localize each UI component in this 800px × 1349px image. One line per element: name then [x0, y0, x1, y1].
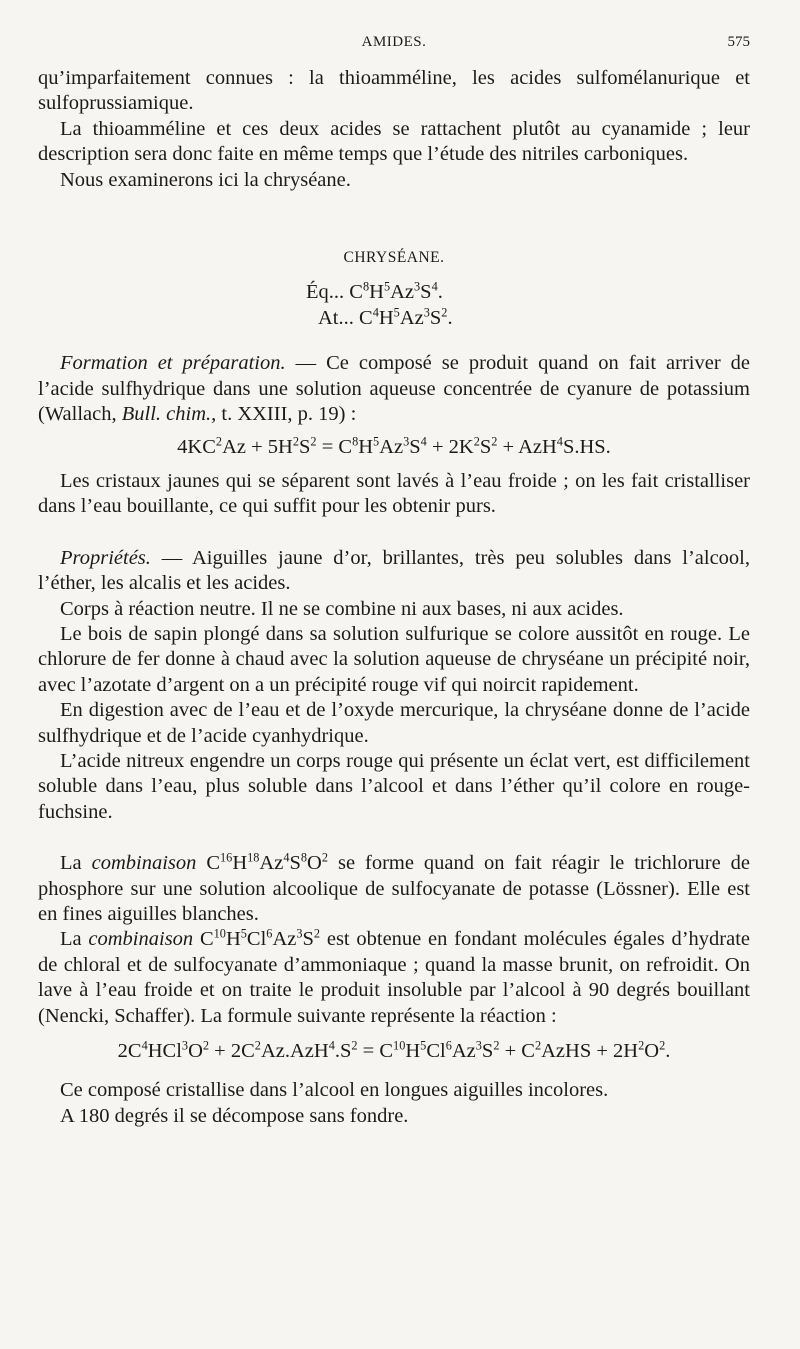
paragraph-formation: Formation et préparation. — Ce composé se produit quand on fait arriver de l’acide sulfhydrique dans une solution aqueuse concentrée de cyanure de potassium (Wallach, Bull. chim., t. XXIII, p. 19) :	[38, 352, 751, 426]
paragraph: Nous examinerons ici la chryséane.	[60, 168, 351, 191]
paragraph: En digestion avec de l’eau et de l’oxyde mercurique, la chryséane donne de l’acide sulfhydrique et de l’acide cyanhydrique.	[38, 699, 750, 747]
formula-at: At... $C^4H^5Az^3S^2$.	[318, 305, 453, 329]
formula-label: At...	[318, 306, 354, 329]
formula-label: Éq...	[306, 281, 345, 304]
paragraph: Le bois de sapin plongé dans sa solution sulfurique se colore aussitôt en rouge. Le chlorure de fer donne à chaud avec la solution aqueuse de chryséane un précipité noir, avec l’azotate d’argent on a un précipité rouge vif qui noircit rapidement.	[38, 622, 750, 696]
reaction-equation-1: $4KC^2Az + 5H^2S^2 = C^8H^5Az^3S^4 + 2K^2S^2 + AzH^4S.HS$.	[177, 435, 611, 459]
section-heading: CHRYSÉANE.	[343, 249, 445, 267]
paragraph: La thioamméline et ces deux acides se rattachent plutôt au cyanamide ; leur description sera donc faite en même temps que l’étude des nitriles carboniques.	[38, 117, 750, 166]
paragraph: Corps à réaction neutre. Il ne se combine ni aux bases, ni aux acides.	[60, 597, 624, 620]
paragraph: qu’imparfaitement connues : la thioamméline, les acides sulfomélanurique et sulfoprussiamique.	[38, 67, 750, 115]
paragraph: L’acide nitreux engendre un corps rouge qui présente un éclat vert, est difficilement soluble dans l’eau, plus soluble dans l’alcool et dans l’éther qu’il colore en rouge-fuchsine.	[38, 749, 750, 823]
reaction-equation-2: $2C^4HCl^3O^2 + 2C^2Az.AzH^4.S^2 = C^{10}H^5Cl^6Az^3S^2$ + $C^2AzHS + 2H^2O^2$.	[117, 1038, 671, 1062]
formula-eq: Éq... $C^8H^5Az^3S^4$.	[306, 280, 443, 304]
running-title: AMIDES.	[361, 34, 427, 50]
body-text	[38, 66, 750, 1129]
paragraph-properties: Propriétés. — Aiguilles jaune d’or, brillantes, très peu solubles dans l’alcool, l’éther, les alcalis et les acides.	[38, 546, 751, 595]
paragraph: Les cristaux jaunes qui se séparent sont lavés à l’eau froide ; on les fait cristalliser dans l’eau bouillante, ce qui suffit pour les obtenir purs.	[38, 469, 750, 518]
running-header	[38, 34, 750, 56]
paragraph-combination-2: La combinaison $C^{10}H^5Cl^6Az^3S^2$ est obtenue en fondant molécules égales d’hydrate de chloral et de sulfocyanate d’ammoniaque ; quand la masse brunit, on refroidit. On lave à l’eau froide et on traite le produit insoluble par l’alcool à 90 degrés bouillant (Nencki, Schaffer). La formule suivante représente la réaction :	[38, 927, 751, 1027]
paragraph: Ce composé cristallise dans l’alcool en longues aiguilles incolores.	[60, 1079, 609, 1102]
page-number: 575	[727, 34, 750, 50]
paragraph: A 180 degrés il se décompose sans fondre.	[60, 1104, 409, 1127]
paragraph-combination-1: La combinaison $C^{16}H^{18}Az^4S^8O^2$ se forme quand on fait réagir le trichlorure de phosphore sur une solution alcoolique de sulfocyanate de potasse (Lössner). Elle est en fines aiguilles blanches.	[38, 850, 751, 925]
